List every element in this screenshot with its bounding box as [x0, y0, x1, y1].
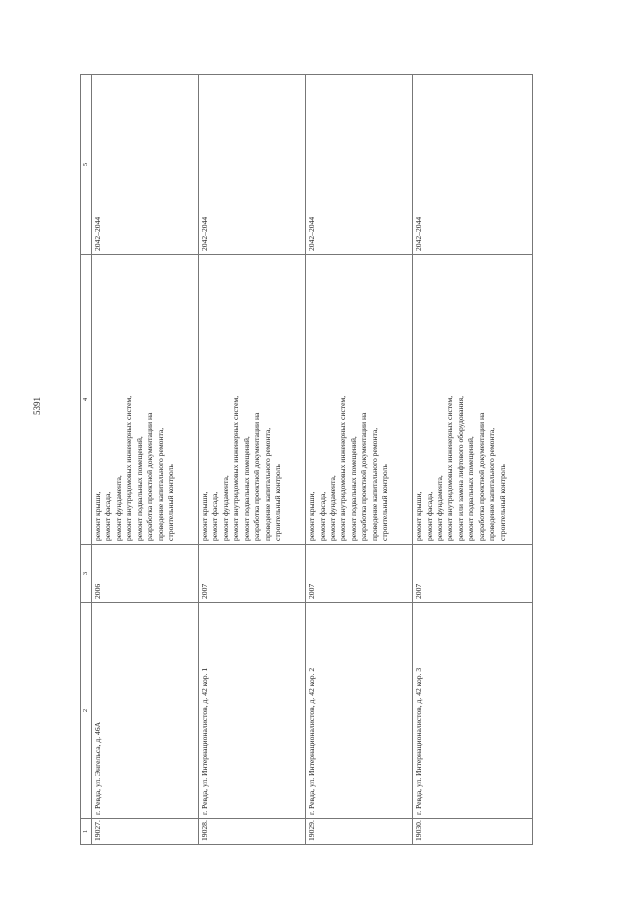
- row-number: 19029.: [306, 819, 413, 845]
- work-item: ремонт крыши,: [414, 491, 424, 541]
- work-item: ремонт внутридомовых инженерных систем,: [445, 395, 455, 541]
- row-period: 2042–2044: [306, 75, 413, 255]
- row-address: г. Ревда, ул. Интернационалистов, д. 42 кор. 2: [306, 603, 413, 819]
- work-item: ремонт фасада,: [317, 491, 327, 541]
- work-item: строительный контроль: [166, 464, 176, 541]
- work-item: ремонт внутридомовых инженерных систем,: [231, 395, 241, 541]
- work-item: разработка проектной документации на: [476, 412, 486, 541]
- table-header-row: [81, 75, 92, 845]
- work-item: ремонт или замена лифтового оборудования,: [455, 396, 465, 541]
- row-year: 2007: [306, 545, 413, 603]
- work-item: ремонт подвальных помещений,: [241, 436, 251, 541]
- work-item: ремонт крыши,: [307, 491, 317, 541]
- work-item: разработка проектной документации на: [359, 412, 369, 541]
- work-item: ремонт подвальных помещений,: [466, 436, 476, 541]
- work-item: ремонт фундамента,: [327, 475, 337, 541]
- row-period: 2042–2044: [413, 75, 533, 255]
- row-works: [92, 255, 199, 545]
- work-item: проведение капитального ремонта,: [487, 427, 497, 541]
- row-number: 19030.: [413, 819, 533, 845]
- work-item: ремонт крыши,: [93, 491, 102, 541]
- work-item: ремонт внутридомовых инженерных систем,: [124, 395, 134, 541]
- work-item: ремонт подвальных помещений,: [134, 436, 144, 541]
- work-item: ремонт фасада,: [210, 491, 220, 541]
- table-row: [92, 75, 199, 845]
- row-number: 19027.: [92, 819, 199, 845]
- column-header: 3: [81, 545, 92, 603]
- work-item: разработка проектной документации на: [252, 412, 262, 541]
- work-item: строительный контроль: [497, 464, 507, 541]
- row-works: [199, 255, 306, 545]
- work-item: проведение капитального ремонта,: [262, 427, 272, 541]
- work-item: проведение капитального ремонта,: [369, 427, 379, 541]
- registry-table-wrapper: [80, 75, 533, 845]
- table-row: [199, 75, 306, 845]
- page-number: 5391: [32, 397, 42, 415]
- work-item: строительный контроль: [380, 464, 390, 541]
- work-item: ремонт фундамента,: [434, 475, 444, 541]
- row-works: [413, 255, 533, 545]
- row-period: 2042–2044: [92, 75, 199, 255]
- row-year: 2007: [413, 545, 533, 603]
- work-item: ремонт фасада,: [424, 491, 434, 541]
- column-header: 1: [81, 819, 92, 845]
- work-item: ремонт внутридомовых инженерных систем,: [338, 395, 348, 541]
- work-item: ремонт фундамента,: [113, 475, 123, 541]
- registry-table: [80, 74, 533, 845]
- row-number: 19028.: [199, 819, 306, 845]
- column-header: 2: [81, 603, 92, 819]
- work-item: ремонт фасада,: [103, 491, 113, 541]
- row-period: 2042–2044: [199, 75, 306, 255]
- row-address: г. Ревда, ул. Интернационалистов, д. 42 кор. 3: [413, 603, 533, 819]
- table-row: [306, 75, 413, 845]
- row-works: [306, 255, 413, 545]
- work-item: ремонт фундамента,: [220, 475, 230, 541]
- column-header: 4: [81, 255, 92, 545]
- column-header: 5: [81, 75, 92, 255]
- work-item: строительный контроль: [273, 464, 283, 541]
- row-year: 2006: [92, 545, 199, 603]
- row-year: 2007: [199, 545, 306, 603]
- work-item: проведение капитального ремонта,: [155, 427, 165, 541]
- work-item: ремонт подвальных помещений,: [348, 436, 358, 541]
- table-row: [413, 75, 533, 845]
- row-address: г. Ревда, ул. Энгельса, д. 46А: [92, 603, 199, 819]
- work-item: разработка проектной документации на: [145, 412, 155, 541]
- row-address: г. Ревда, ул. Интернационалистов, д. 42 кор. 1: [199, 603, 306, 819]
- work-item: ремонт крыши,: [200, 491, 210, 541]
